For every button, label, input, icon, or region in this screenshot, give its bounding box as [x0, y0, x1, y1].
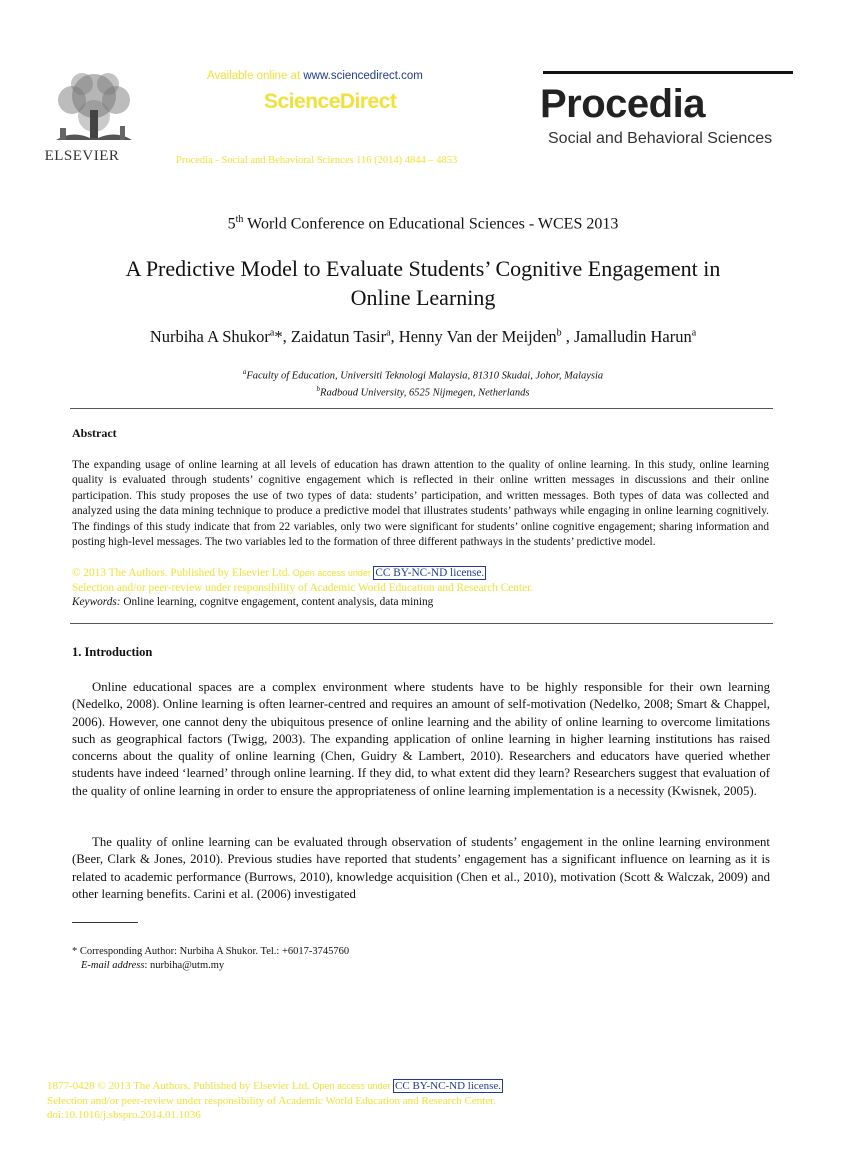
author-affil-sup: a: [691, 327, 697, 339]
available-prefix: Available online at: [207, 70, 304, 82]
sciencedirect-url-link[interactable]: www.sciencedirect.com: [303, 70, 423, 82]
introduction-paragraph-1: Online educational spaces are a complex environment where students have to be highly responsible for their own learning (Nedelko, 2008). Online learning is often learner-centred and requires an amount of self-motivation (Nedelko, 2008; Smart & Chappel, 2006). However, one cannot deny the ubiquitous presence of online learning and the ability of online learning to overcome limitations such as geographical factors (Twigg, 2003). The expanding application of online learning in higher learning institutions has raised concerns about the quality of online learning (Chen, Guidry & Lambert, 2010). Researchers and educators have queried whether students have indeed ‘learned’ through online learning. If they did, to what extent did they learn? Researchers suggest that evaluation of the quality of online learning in order to ensure the appropriateness of online learning implementation is a necessity (Kwisnek, 2005).: [72, 680, 770, 798]
abstract-top-rule: [70, 408, 773, 409]
conference-name: [0, 214, 846, 233]
author-name: Zaidatun Tasir: [290, 327, 387, 346]
affiliation-b: [0, 383, 846, 400]
introduction-heading: 1. Introduction: [72, 645, 153, 659]
introduction-paragraph-2: The quality of online learning can be evaluated through observation of students’ engagement in the online learning environment (Beer, Clark & Jones, 2010). Previous studies have reported that students’ engagement has a significant influence on learning as it is related to academic performance (Burrows, 2010), knowledge acquisition (Chen et al., 2010), motivation (Scott & Walczak, 2009) and other learning benefits. Carini et al. (2006) investigated: [72, 835, 770, 901]
author-name: Henny Van der Meijden: [398, 327, 557, 346]
abstract-body: The expanding usage of online learning at all levels of education has drawn attention to the quality of online learning. In this study, online learning quality is evaluated through students’ cognitive engagement which is reflected in their online written messages in discussions and their online participation. This study proposes the use of two types of data: students’ participation, and written messages. Both types of data was collected and analyzed using the data mining technique to produce a predictive model that illustrates students’ pathways while engaging in online learning cognitively. The findings of this study indicate that from 22 variables, only two were significant for students’ online cognitive engagement; sharing information and posting high-level messages. The two variables led to the formation of three different pathways in the students’ predictive model.: [72, 459, 769, 549]
keywords-label: Keywords:: [72, 596, 121, 608]
license-link[interactable]: CC BY-NC-ND license.: [375, 567, 485, 579]
author-name: Jamalludin Harun: [573, 327, 692, 346]
email-label: E-mail address: [81, 960, 145, 971]
open-access-text: Open access under: [290, 568, 374, 578]
procedia-logo-title: Procedia: [540, 82, 705, 126]
bottom-line-1: [47, 1079, 503, 1094]
email-address: : nurbiha@utm.my: [144, 960, 225, 971]
corresponding-author: * Corresponding Author: Nurbiha A Shukor. Tel.: +6017-3745760: [72, 946, 350, 957]
abstract-bottom-rule: [70, 623, 773, 624]
abstract-selection: Selection and/or peer-review under responsibility of Academic World Education and Research Center.: [72, 582, 534, 594]
available-online-line: [207, 70, 423, 82]
bottom-license-link[interactable]: CC BY-NC-ND license.: [395, 1080, 502, 1092]
conference-ordinal: th: [235, 214, 244, 225]
keywords-line: [72, 596, 433, 608]
author-sep: *,: [274, 327, 291, 346]
author-sep: ,: [561, 327, 574, 346]
paper-title-line-2: Online Learning: [350, 285, 496, 310]
sciencedirect-logo: ScienceDirect: [264, 90, 397, 113]
abstract-heading: Abstract: [72, 426, 117, 440]
author-affil-sup: b: [556, 327, 562, 339]
email-line: [72, 959, 349, 973]
affiliation-text: Faculty of Education, Universiti Teknologi Malaysia, 81310 Skudai, Johor, Malaysia: [246, 370, 604, 382]
elsevier-wordmark: ELSEVIER: [44, 148, 120, 164]
procedia-top-rule: [543, 71, 793, 74]
affiliation-sup: a: [242, 368, 247, 376]
author-list: [0, 327, 846, 347]
affiliations: [0, 366, 846, 399]
affiliation-text: Radboud University, 6525 Nijmegen, Netherlands: [320, 387, 530, 398]
author-name: Nurbiha A Shukor: [149, 327, 270, 346]
affiliation-a: [0, 366, 846, 383]
footnote: [72, 945, 349, 973]
bottom-selection: Selection and/or peer-review under responsibility of Academic World Education and Research Center.: [47, 1094, 496, 1107]
keywords-text: Online learning, cognitve engagement, content analysis, data mining: [120, 596, 434, 608]
affiliation-sup: b: [316, 384, 321, 393]
issn-copyright: 1877-0428 © 2013 The Authors. Published by Elsevier Ltd.: [47, 1080, 310, 1092]
journal-reference: Procedia - Social and Behavioral Sciences 116 (2014) 4844 – 4853: [176, 155, 458, 166]
bottom-open-access: Open access under: [309, 1081, 394, 1091]
author-sep: ,: [390, 327, 399, 346]
paper-title-line-1: A Predictive Model to Evaluate Students’ Cognitive Engagement in: [125, 256, 721, 281]
abstract-copyright: [72, 567, 486, 579]
conference-number: 5: [227, 215, 236, 233]
paper-title: [60, 254, 786, 312]
bottom-publication-info: [47, 1079, 503, 1123]
conference-title: World Conference on Educational Sciences - WCES 2013: [243, 215, 619, 233]
copyright-text: © 2013 The Authors. Published by Elsevier Ltd.: [72, 567, 291, 579]
author-affil-sup: a: [386, 327, 391, 339]
author-affil-sup: a: [269, 327, 275, 339]
procedia-logo-subtitle: Social and Behavioral Sciences: [548, 130, 773, 147]
footnote-rule: [72, 922, 138, 923]
doi-link[interactable]: doi:10.1016/j.sbspro.2014.01.1036: [47, 1109, 201, 1121]
